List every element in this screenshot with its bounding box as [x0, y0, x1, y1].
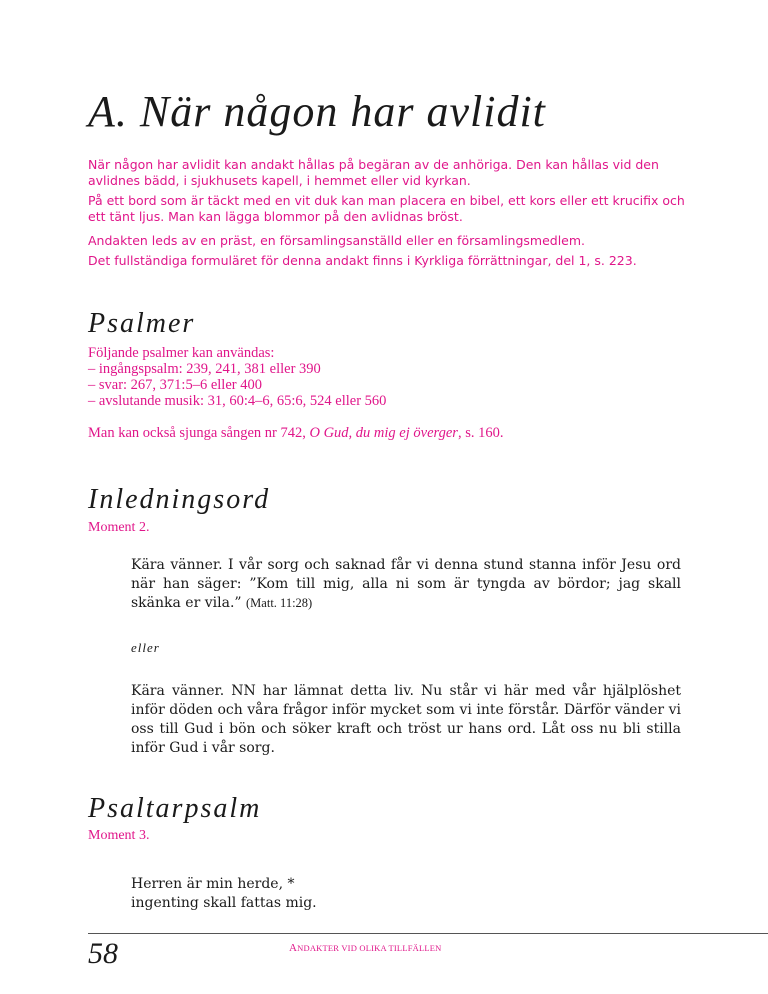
- running-head: [289, 942, 442, 954]
- moment-label: Moment 3.: [88, 828, 150, 843]
- psalm-list: [88, 345, 688, 409]
- psalm-verse: [131, 875, 317, 913]
- psalm-list-line: – avslutande musik: 31, 60:4–6, 65:6, 524 eller 560: [88, 393, 387, 409]
- section-heading-psaltarpsalm: Psaltarpsalm: [88, 793, 262, 824]
- psalm-list-line: – svar: 267, 371:5–6 eller 400: [88, 377, 262, 393]
- intro-paragraph-3: Andakten leds av en präst, en församlingsanställd eller en församlingsmedlem.: [88, 233, 586, 248]
- section-heading-psalmer: Psalmer: [88, 308, 196, 339]
- moment-label: Moment 2.: [88, 520, 150, 535]
- psalm-list-line: – ingångspsalm: 239, 241, 381 eller 390: [88, 361, 321, 377]
- eller-label: eller: [131, 640, 160, 655]
- psalm-extra-title: O Gud, du mig ej överger: [309, 425, 458, 441]
- running-head-initial: A: [289, 942, 298, 954]
- intro-paragraph-2: På ett bord som är täckt med en vit duk kan man placera en bibel, ett kors eller ett krucifix och ett tänt ljus. Man kan lägga blommor på den avlidnas bröst.: [88, 193, 685, 224]
- verse-line: ingenting skall fattas mig.: [131, 895, 317, 911]
- verse-line: Herren är min herde, *: [131, 876, 295, 892]
- running-head-rest: NDAKTER VID OLIKA TILLFÄLLEN: [297, 943, 442, 953]
- page-title: A. När någon har avlidit: [88, 87, 546, 136]
- section-heading-inledningsord: Inledningsord: [88, 484, 271, 515]
- psalm-list-line: Följande psalmer kan användas:: [88, 345, 275, 361]
- psalm-extra-note: [88, 425, 688, 441]
- page-number: 58: [88, 937, 118, 970]
- inledningsord-text-1-body: Kära vänner. I vår sorg och saknad får vi denna stund stanna inför Jesu ord när han säger: ”Kom till mig, alla ni som är tyngda av bördor; jag skall skänka er vila.”: [131, 557, 681, 611]
- psalm-extra-pre: Man kan också sjunga sången nr 742,: [88, 425, 310, 441]
- intro-paragraph-1: När någon har avlidit kan andakt hållas på begäran av de anhöriga. Den kan hållas vid den avlidnes bädd, i sjukhusets kapell, i hemmet eller vid kyrkan.: [88, 157, 659, 188]
- intro-paragraph-4: Det fullständiga formuläret för denna andakt finns i Kyrkliga förrättningar, del 1, s. 223.: [88, 253, 637, 268]
- inledningsord-text-1: [131, 556, 681, 613]
- footer-rule: [88, 933, 768, 934]
- inledningsord-text-2: Kära vänner. NN har lämnat detta liv. Nu står vi här med vår hjälplöshet inför döden och våra frågor inför mycket som vi inte förstår. Därför vänder vi oss till Gud i bön och söker kraft och tröst ur hans ord. Låt oss nu bli stilla inför Gud i vår sorg.: [131, 683, 681, 756]
- psalm-extra-post: , s. 160.: [457, 425, 504, 441]
- scripture-reference: (Matt. 11:28): [246, 596, 313, 610]
